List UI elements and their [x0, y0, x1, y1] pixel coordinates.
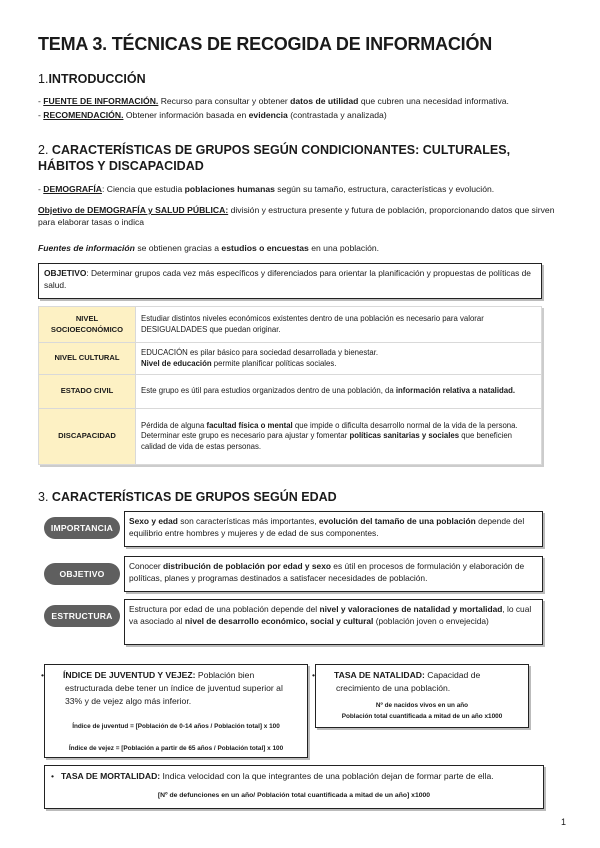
- text: Conocer: [129, 561, 163, 571]
- text: Población bien estructurada debe tener un índice de juventud superior al 33% y de vejez algo más inferior.: [65, 670, 283, 706]
- fuente-term: FUENTE DE INFORMACIÓN.: [43, 96, 159, 106]
- fuentes-line: [38, 242, 563, 254]
- text: son características más importantes,: [177, 516, 319, 526]
- recomendacion-term: RECOMENDACIÓN.: [43, 110, 124, 120]
- text: que impide o dificulta desarrollo normal de la vida de la persona.: [292, 420, 518, 430]
- tasa-mortalidad-text: [51, 770, 537, 783]
- objetivo-label: OBJETIVO: [44, 268, 87, 278]
- text: que beneficien calidad de vida de estas personas.: [141, 431, 512, 451]
- condicionantes-table: [38, 306, 542, 465]
- bold-text: Sexo y edad: [129, 516, 178, 526]
- row-value: [136, 343, 542, 375]
- text: que cubren una necesidad informativa.: [358, 96, 509, 106]
- text: es útil en procesos de formulación y elaboración de políticas, planes y programas destinados a satisfacer necesidades de población.: [129, 561, 525, 583]
- tasa-natalidad-box: [312, 664, 529, 728]
- row-key: DISCAPACIDAD: [39, 409, 136, 465]
- bullet-icon: •: [41, 670, 45, 680]
- row-key: ESTADO CIVIL: [39, 375, 136, 409]
- table-row: [39, 307, 542, 343]
- bold-text: facultad física o mental: [206, 420, 293, 430]
- page-title: TEMA 3. TÉCNICAS DE RECOGIDA DE INFORMACIÓN: [38, 34, 493, 54]
- text: , lo cual va asociado al: [129, 604, 532, 626]
- text: división y estructura presente y futura de población, proporcionando datos que sirven para elaborar tasas o indica: [38, 205, 555, 227]
- table-row: [39, 343, 542, 375]
- bold-text: Nivel de educación: [141, 358, 212, 368]
- bold-text: estudios o encuestas: [221, 243, 309, 253]
- text: Estructura por edad de una población depende del: [129, 604, 320, 614]
- bold-text: ÍNDICE DE JUVENTUD Y VEJEZ:: [63, 670, 196, 680]
- section-2-number: 2.: [38, 143, 49, 157]
- text: : Ciencia que estudia: [101, 184, 185, 194]
- text: (población joven o envejecida): [373, 616, 489, 626]
- recomendacion-line: [38, 109, 563, 121]
- bold-text: datos de utilidad: [290, 96, 359, 106]
- section-2-heading: [38, 142, 558, 174]
- text: se obtienen gracias a: [134, 243, 222, 253]
- bold-text: nivel de desarrollo económico, social y cultural: [184, 616, 374, 626]
- section-1-title: INTRODUCCIÓN: [48, 72, 146, 86]
- section-2-title: CARACTERÍSTICAS DE GRUPOS SEGÚN CONDICIONANTES: CULTURALES, HÁBITOS Y DISCAPACIDAD: [38, 143, 511, 173]
- row-value: Estudiar distintos niveles económicos existentes dentro de una población es necesario para valorar DESIGUALDADES que puedan originar.: [136, 307, 542, 343]
- row-value: [136, 409, 542, 465]
- importancia-box: [124, 511, 543, 547]
- dash: -: [38, 96, 44, 106]
- objetivo-pill: OBJETIVO: [44, 563, 120, 585]
- objetivo-text: : Determinar grupos cada vez más específicos y diferenciados para orientar la planificación y propuestas de políticas de salud.: [44, 268, 531, 290]
- text: Pérdida de alguna: [141, 420, 207, 430]
- text: en una población.: [308, 243, 380, 253]
- section-3-heading: [38, 490, 337, 504]
- estructura-box: [124, 599, 543, 645]
- table-row: [39, 409, 542, 465]
- text: (contrastada y analizada): [287, 110, 387, 120]
- text: Obtener información basada en: [123, 110, 249, 120]
- bullet-icon: •: [51, 771, 55, 781]
- indice-juventud-text: [41, 669, 301, 708]
- natalidad-numerator: Nº de nacidos vivos en un año: [375, 702, 469, 709]
- text: Capacidad de crecimiento de una población.: [336, 670, 481, 693]
- bold-text: información relativa a natalidad.: [395, 386, 516, 396]
- fuente-informacion-line: [38, 95, 563, 107]
- table-row: [39, 375, 542, 409]
- section-3-number: 3.: [38, 490, 49, 504]
- section-1-heading: [38, 72, 146, 86]
- bold-text: poblaciones humanas: [184, 184, 275, 194]
- dash: -: [38, 110, 44, 120]
- bullet-icon: •: [312, 670, 316, 680]
- dash: -: [38, 184, 44, 194]
- fuentes-term: Fuentes de información: [38, 243, 135, 253]
- row-key: NIVEL CULTURAL: [39, 343, 136, 375]
- bold-text: TASA DE MORTALIDAD:: [61, 771, 161, 781]
- text: Determinar este grupo es necesario para ajustar y fomentar: [141, 431, 350, 441]
- tasa-natalidad-text: [312, 669, 522, 695]
- page-number: 1: [561, 817, 567, 827]
- tasa-mortalidad-box: [44, 765, 544, 809]
- importancia-pill: IMPORTANCIA: [44, 517, 120, 539]
- objetivo-demografia-term: Objetivo de DEMOGRAFÍA y SALUD PÚBLICA:: [38, 205, 229, 215]
- estructura-pill: ESTRUCTURA: [44, 605, 120, 627]
- bold-text: evolución del tamaño de una población: [318, 516, 476, 526]
- bold-text: políticas sanitarias y sociales: [349, 431, 460, 441]
- text: Indica velocidad con la que integrantes de una población dejan de formar parte de ella.: [160, 771, 494, 781]
- section-1-number: 1.: [38, 72, 49, 86]
- text: Recurso para consultar y obtener: [158, 96, 291, 106]
- row-value: [136, 375, 542, 409]
- section-3-title: CARACTERÍSTICAS DE GRUPOS SEGÚN EDAD: [51, 490, 337, 504]
- text: permite planificar políticas sociales.: [211, 358, 337, 368]
- bold-text: evidencia: [248, 110, 288, 120]
- bold-text: TASA DE NATALIDAD:: [334, 670, 425, 680]
- bold-text: distribución de población por edad y sexo: [162, 561, 331, 571]
- mortalidad-formula: [Nº de defunciones en un año/ Población total cuantificada a mitad de un año] x1000: [157, 792, 431, 799]
- bold-text: nivel y valoraciones de natalidad y mortalidad: [319, 604, 503, 614]
- row-key: NIVEL SOCIOECONÓMICO: [39, 307, 136, 343]
- text: depende del equilibrio entre hombres y mujeres y de edad de sus componentes.: [129, 516, 525, 538]
- indice-juventud-formula: Índice de juventud = [Población de 0-14 años / Población total] x 100: [72, 723, 280, 730]
- objetivo-box: [38, 263, 542, 299]
- text: Este grupo es útil para estudios organizados dentro de una población, da: [141, 386, 396, 396]
- indice-juventud-box: [41, 664, 308, 758]
- text: EDUCACIÓN es pilar básico para sociedad desarrollada y bienestar.: [141, 348, 379, 357]
- demografia-line: [38, 183, 563, 195]
- objetivo-edad-box: [124, 556, 543, 592]
- indice-vejez-formula: Índice de vejez = [Población a partir de 65 años / Población total] x 100: [68, 745, 284, 752]
- objetivo-demografia-line: [38, 204, 563, 228]
- natalidad-denominator: Población total cuantificada a mitad de un año x1000: [341, 713, 503, 720]
- demografia-term: DEMOGRAFÍA: [43, 184, 102, 194]
- text: según su tamaño, estructura, características y evolución.: [274, 184, 495, 194]
